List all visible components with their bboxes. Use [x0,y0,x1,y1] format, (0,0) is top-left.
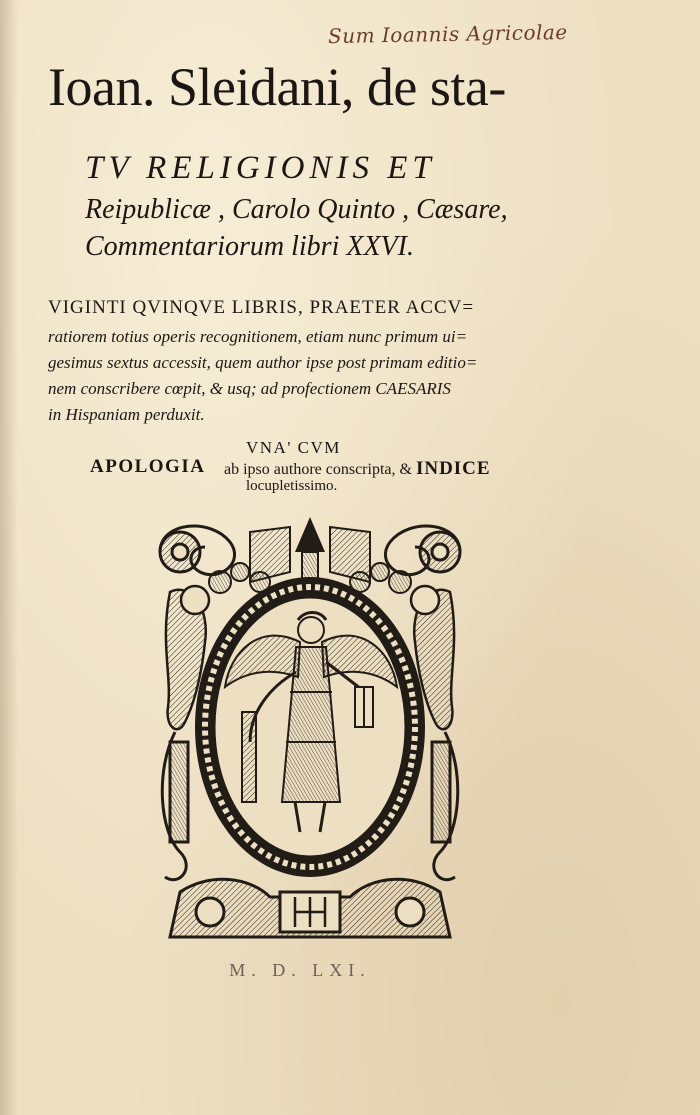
bottom-cartouche [170,879,450,937]
apologia-indice: INDICE [415,458,491,479]
printer-device-woodcut [150,512,470,947]
apologia-una-cum: VNA' CVM [246,438,341,457]
description-line: gesimus sextus accessit, quem author ipse post primam editio= [48,353,478,372]
title-line-2: TV RELIGIONIS ET [85,150,436,186]
title-line-1: Ioan. Sleidani, de sta- [48,57,506,117]
apologia-word: APOLOGIA [90,456,206,477]
title-line-3: Reipublicæ , Carolo Quinto , Cæsare, [85,194,508,225]
description-line: ratiorem totius operis recognitionem, etiam nunc primum ui= [48,327,468,346]
page-edge-shadow [0,0,18,1115]
apologia-rest [224,458,491,480]
apologia-rest-text: ab ipso authore conscripta, & [224,461,412,478]
apologia-last: locupletissimo. [246,478,338,494]
description-line: in Hispaniam perduxit. [48,405,205,424]
top-scroll-right [385,526,460,575]
description-line: nem conscribere cœpit, & usq; ad profectionem CAESARIS [48,379,451,398]
description-first-line: VIGINTI QVINQVE LIBRIS, PRAETER ACCV= [48,297,475,318]
ownership-inscription: Sum Ioannis Agricolae [327,19,568,49]
top-scroll-left [160,526,235,575]
imprint-date: M. D. LXI. [229,960,371,980]
title-line-4: Commentariorum libri XXVI. [85,231,414,262]
